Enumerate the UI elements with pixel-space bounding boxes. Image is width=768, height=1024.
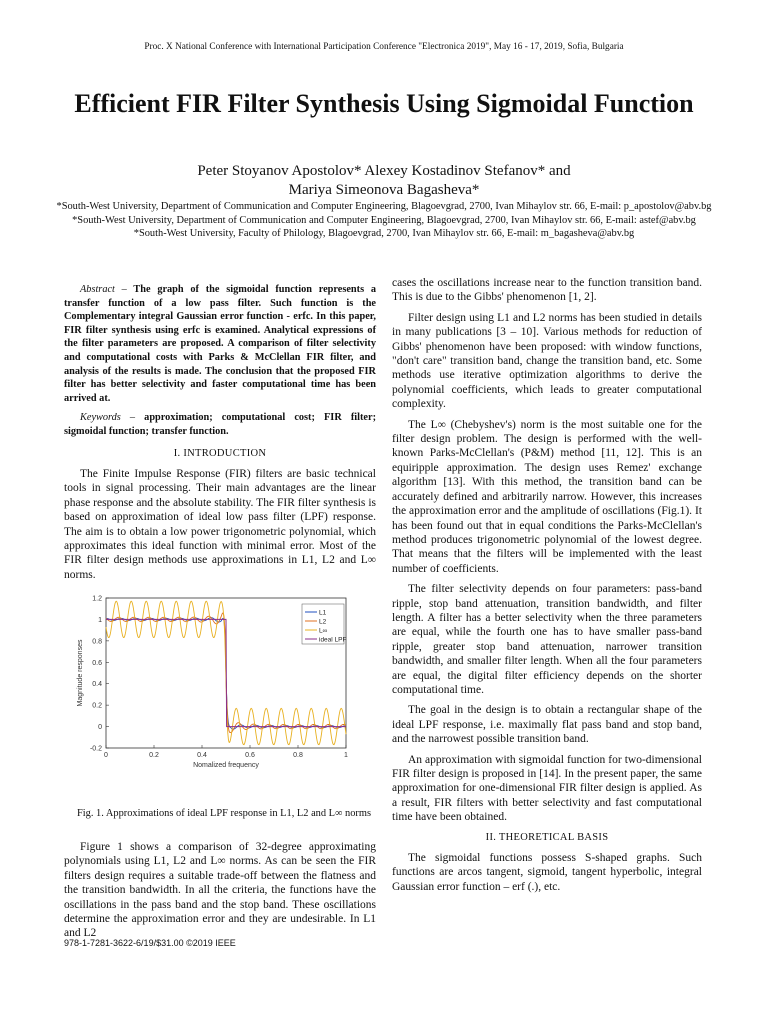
x-tick-label: 0.8 bbox=[293, 752, 303, 759]
section-heading-intro: I. INTRODUCTION bbox=[173, 447, 267, 459]
y-tick-label: 1 bbox=[98, 616, 102, 624]
right-paragraph-5: The goal in the design is to obtain a rectangular shape of the ideal LPF response, i.e. maximally flat pass band and stop band, and the narrowest possible transition band. bbox=[392, 704, 702, 746]
legend-label-3: ideal LPF bbox=[319, 636, 347, 644]
y-tick-label: -0.2 bbox=[89, 745, 102, 753]
authors bbox=[100, 162, 668, 200]
y-tick-label: 0.2 bbox=[92, 702, 102, 710]
keywords-text: approximation; computational cost; FIR filter; sigmoidal function; transfer function. bbox=[64, 412, 377, 437]
abstract-label: Abstract – bbox=[80, 284, 127, 295]
figure-caption: Fig. 1. Approximations of ideal LPF response in L1, L2 and L∞ norms bbox=[77, 808, 371, 819]
figure-1-chart bbox=[72, 592, 372, 802]
conference-header: Proc. X National Conference with International Participation Conference "Electronica 2019", May 16 - 17, 2019, Sofia, Bulgaria bbox=[144, 42, 624, 52]
legend-label-1: L2 bbox=[319, 618, 327, 626]
legend-label-0: L1 bbox=[319, 609, 327, 617]
right-paragraph-3: The L∞ (Chebyshev's) norm is the most suitable one for the filter design problem. The design is performed with the well-known Parks-McClellan's (P&M) method [11, 12]. This is an equiripple approximation. The design uses Remez' exchange algorithm [13]. With this method, the transition band can be accurately defined and arbitrarily narrow. However, this increases the approximation error and the amplitude of oscillations (Fig.1). It has been found out that in equal conditions the Parks-McClellan's method produces trigonometric polynomial of the lowest degree. That means that the filters will be implemented with the least number of coefficients. bbox=[392, 418, 702, 575]
figure-discussion-paragraph: Figure 1 shows a comparison of 32-degree approximating polynomials using L1, L2 and L∞ norms. As can be seen the FIR filters design requires a suitable trade-off between the flatness and the transition bandwidth. In all the criteria, the functions have the oscillations in the pass band and the stop band. These oscillations determine the approximation error and they are undesirable. In L1 and L2 bbox=[64, 841, 376, 940]
paper-title: Efficient FIR Filter Synthesis Using Sigmoidal Function bbox=[74, 89, 694, 118]
copyright-footer: 978-1-7281-3622-6/19/$31.00 ©2019 IEEE bbox=[64, 938, 236, 948]
y-tick-label: 0 bbox=[98, 724, 102, 732]
authors-line-1: Peter Stoyanov Apostolov* Alexey Kostadinov Stefanov* and bbox=[197, 163, 571, 179]
affiliation-2: *South-West University, Department of Communication and Computer Engineering, Blagoevgrad, 2700, Ivan Mihaylov str. 66, E-mail: astef@abv.bg bbox=[72, 214, 696, 226]
right-paragraph-2: Filter design using L1 and L2 norms has been studied in details in many publications [3 – 10]. Various methods for reduction of Gibbs' phenomenon have been proposed: with window functions, "don't care" transition band, change the transition band, etc. Some methods use iterative optimization algorithms to derive the polynomial coefficients, which leads to greater computational complexity. bbox=[392, 311, 702, 411]
keywords bbox=[64, 411, 376, 438]
y-tick-label: 0.8 bbox=[92, 638, 102, 646]
left-column bbox=[64, 283, 376, 588]
keywords-label: Keywords – bbox=[80, 412, 136, 424]
x-tick-label: 0.6 bbox=[245, 752, 255, 759]
intro-paragraph: The Finite Impulse Response (FIR) filters are basic technical tools in signal processing. Their main advantages are the linear phase response and the absolute stability. The FIR filter synthesis is based on approximation of ideal low pass filter (LPF) response. The aim is to obtain a low power trigonometric polynomial, which approximates this ideal function with minimal error. Most of the FIR filter design methods use approximations in L1, L2 and L∞ norms. bbox=[64, 467, 376, 581]
y-tick-label: 0.4 bbox=[92, 681, 102, 689]
right-paragraph-1: cases the oscillations increase near to the function transition band. This is due to the Gibbs' phenomenon [1, 2]. bbox=[392, 277, 702, 304]
y-tick-label: 0.6 bbox=[92, 659, 102, 667]
affiliations bbox=[56, 200, 712, 241]
right-column bbox=[392, 276, 702, 900]
x-tick-label: 0.2 bbox=[149, 752, 159, 759]
left-column-bottom bbox=[64, 840, 376, 941]
y-tick-label: 1.2 bbox=[92, 595, 102, 603]
authors-line-2: Mariya Simeonova Bagasheva* bbox=[288, 182, 480, 198]
right-paragraph-4: The filter selectivity depends on four parameters: pass-band ripple, stop band attenuation, transition bandwidth, and filter length. A filter has a better selectivity when the three parameters are equal, while the fourth one has to have smaller pass-band ripple, greater stop band attenuation, narrower transition bandwidth, and smaller filter length. When all the four parameters are equal, the digital filter efficiency depends on the shorter computational time. bbox=[392, 583, 702, 696]
x-tick-label: 0.4 bbox=[197, 752, 207, 759]
abstract bbox=[64, 283, 376, 405]
affiliation-1: *South-West University, Department of Communication and Computer Engineering, Blagoevgrad, 2700, Ivan Mihaylov str. 66, E-mail: p_apostolov@abv.bg bbox=[56, 201, 712, 212]
section-heading-theory: II. THEORETICAL BASIS bbox=[485, 831, 609, 843]
x-tick-label: 1 bbox=[344, 752, 348, 759]
right-paragraph-6: An approximation with sigmoidal function for two-dimensional FIR filter design is proposed in [14]. In the present paper, the same approximation for one-dimensional FIR filter design is applied. As a result, FIR filters with better selectivity and fast computational time have been obtained. bbox=[392, 753, 702, 824]
affiliation-3: *South-West University, Faculty of Philology, Blagoevgrad, 2700, Ivan Mihaylov str. 66, E-mail: m_bagasheva@abv.bg bbox=[133, 228, 635, 239]
abstract-text: The graph of the sigmoidal function represents a transfer function of a low pass filter. Such function is the Complementary integral Gaussian error function - erfc. In this paper, FIR filter synthesis using erfc is examined. Analytical expressions of the filter parameters are proposed. A comparison of filter selectivity and computational costs with Parks & McClellan FIR filter, and analysis of the results is made. The conclusion that the proposed FIR filter has better selectivity and faster computational time has been arrived at. bbox=[64, 284, 376, 404]
x-axis-label: Nomalized frequency bbox=[193, 762, 259, 769]
x-tick-label: 0 bbox=[104, 752, 108, 759]
right-paragraph-7: The sigmoidal functions possess S-shaped graphs. Such functions are arcos tangent, sigmoid, tangent hyperbolic, integral Gaussian error function – erf (.), etc. bbox=[392, 852, 702, 893]
legend-label-2: L∞ bbox=[319, 627, 328, 635]
y-axis-label: Magnitude responses bbox=[77, 639, 84, 707]
